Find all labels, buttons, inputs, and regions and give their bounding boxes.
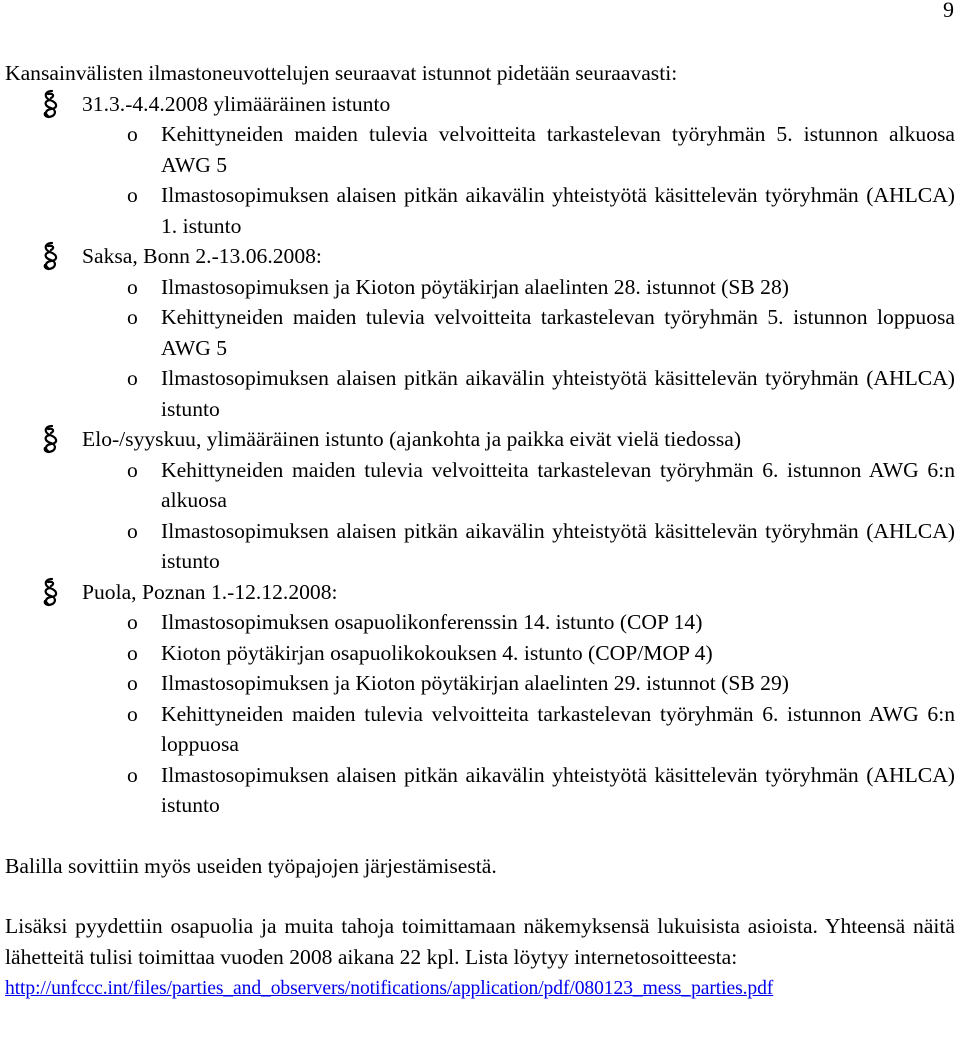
session-item xyxy=(5,241,955,424)
session-list xyxy=(5,89,955,821)
sub-item-text: Kehittyneiden maiden tulevia velvoitteita tarkastelevan työryhmän 5. istunnon loppuosa AWG 5 xyxy=(161,305,955,360)
sub-item xyxy=(5,607,955,638)
circle-bullet-icon: o xyxy=(127,274,138,299)
session-sub-list xyxy=(82,607,955,821)
session-title: 31.3.-4.4.2008 ylimääräinen istunto xyxy=(82,91,391,116)
circle-bullet-icon: o xyxy=(127,640,138,665)
section-sign-icon xyxy=(40,577,62,607)
session-sub-list xyxy=(82,455,955,577)
sub-item xyxy=(5,699,955,760)
page-number: 9 xyxy=(943,0,954,22)
sub-item xyxy=(5,516,955,577)
session-item xyxy=(5,424,955,577)
unfccc-submissions-link[interactable]: http://unfccc.int/files/parties_and_observers/notifications/application/pdf/080123_mess_parties.pdf xyxy=(5,978,774,999)
sub-item xyxy=(5,272,955,303)
session-item xyxy=(5,89,955,242)
circle-bullet-icon: o xyxy=(127,762,138,787)
submissions-paragraph: Lisäksi pyydettiin osapuolia ja muita tahoja toimittamaan näkemyksensä lukuisista asioista. Yhteensä näitä lähetteitä tulisi toimittaa vuoden 2008 aikana 22 kpl. Lista löytyy internetosoitteesta: xyxy=(5,914,955,969)
section-sign-icon xyxy=(40,424,62,454)
session-item xyxy=(5,577,955,821)
sub-item-text: Ilmastosopimuksen alaisen pitkän aikavälin yhteistyötä käsittelevän työryhmän (AHLCA) istunto xyxy=(161,366,955,421)
sub-item-text: Ilmastosopimuksen alaisen pitkän aikavälin yhteistyötä käsittelevän työryhmän (AHLCA) istunto xyxy=(161,518,955,573)
section-sign-icon xyxy=(40,89,62,119)
sub-item-text: Kehittyneiden maiden tulevia velvoitteita tarkastelevan työryhmän 5. istunnon alkuosa AWG 5 xyxy=(161,122,955,177)
session-title: Puola, Poznan 1.-12.12.2008: xyxy=(82,579,338,604)
paragraph-spacer xyxy=(5,881,955,911)
sub-item xyxy=(5,760,955,821)
sub-item-text: Kehittyneiden maiden tulevia velvoitteita tarkastelevan työryhmän 6. istunnon AWG 6:n loppuosa xyxy=(161,701,955,756)
circle-bullet-icon: o xyxy=(127,518,138,543)
paragraph-spacer xyxy=(5,821,955,851)
circle-bullet-icon: o xyxy=(127,671,138,695)
session-sub-list xyxy=(82,272,955,425)
workshops-paragraph: Balilla sovittiin myös useiden työpajojen järjestämisestä. xyxy=(5,853,497,878)
intro-paragraph: Kansainvälisten ilmastoneuvottelujen seuraavat istunnot pidetään seuraavasti: xyxy=(5,61,678,85)
sub-item-text: Kioton pöytäkirjan osapuolikokouksen 4. istunto (COP/MOP 4) xyxy=(161,640,713,665)
sub-item xyxy=(5,638,955,669)
circle-bullet-icon: o xyxy=(127,183,138,207)
sub-item xyxy=(5,668,955,699)
sub-item-text: Ilmastosopimuksen ja Kioton pöytäkirjan alaelinten 29. istunnot (SB 29) xyxy=(161,671,789,695)
sub-item xyxy=(5,363,955,424)
sub-item xyxy=(5,302,955,363)
circle-bullet-icon: o xyxy=(127,305,138,329)
circle-bullet-icon: o xyxy=(127,366,138,390)
circle-bullet-icon: o xyxy=(127,122,138,146)
session-sub-list xyxy=(82,119,955,241)
sub-item xyxy=(5,180,955,241)
sub-item-text: Ilmastosopimuksen ja Kioton pöytäkirjan alaelinten 28. istunnot (SB 28) xyxy=(161,274,789,299)
sub-item xyxy=(5,455,955,516)
sub-item-text: Ilmastosopimuksen osapuolikonferenssin 14. istunto (COP 14) xyxy=(161,610,703,634)
sub-item xyxy=(5,119,955,180)
section-sign-icon xyxy=(40,241,62,271)
circle-bullet-icon: o xyxy=(127,457,138,482)
circle-bullet-icon: o xyxy=(127,610,138,634)
session-title: Saksa, Bonn 2.-13.06.2008: xyxy=(82,244,322,268)
session-title: Elo-/syyskuu, ylimääräinen istunto (ajankohta ja paikka eivät vielä tiedossa) xyxy=(82,427,742,451)
sub-item-text: Kehittyneiden maiden tulevia velvoitteita tarkastelevan työryhmän 6. istunnon AWG 6:n alkuosa xyxy=(161,457,955,512)
circle-bullet-icon: o xyxy=(127,701,138,726)
sub-item-text: Ilmastosopimuksen alaisen pitkän aikavälin yhteistyötä käsittelevän työryhmän (AHLCA) istunto xyxy=(161,762,955,817)
document-body xyxy=(5,58,955,1005)
sub-item-text: Ilmastosopimuksen alaisen pitkän aikavälin yhteistyötä käsittelevän työryhmän (AHLCA) 1. istunto xyxy=(161,183,955,238)
